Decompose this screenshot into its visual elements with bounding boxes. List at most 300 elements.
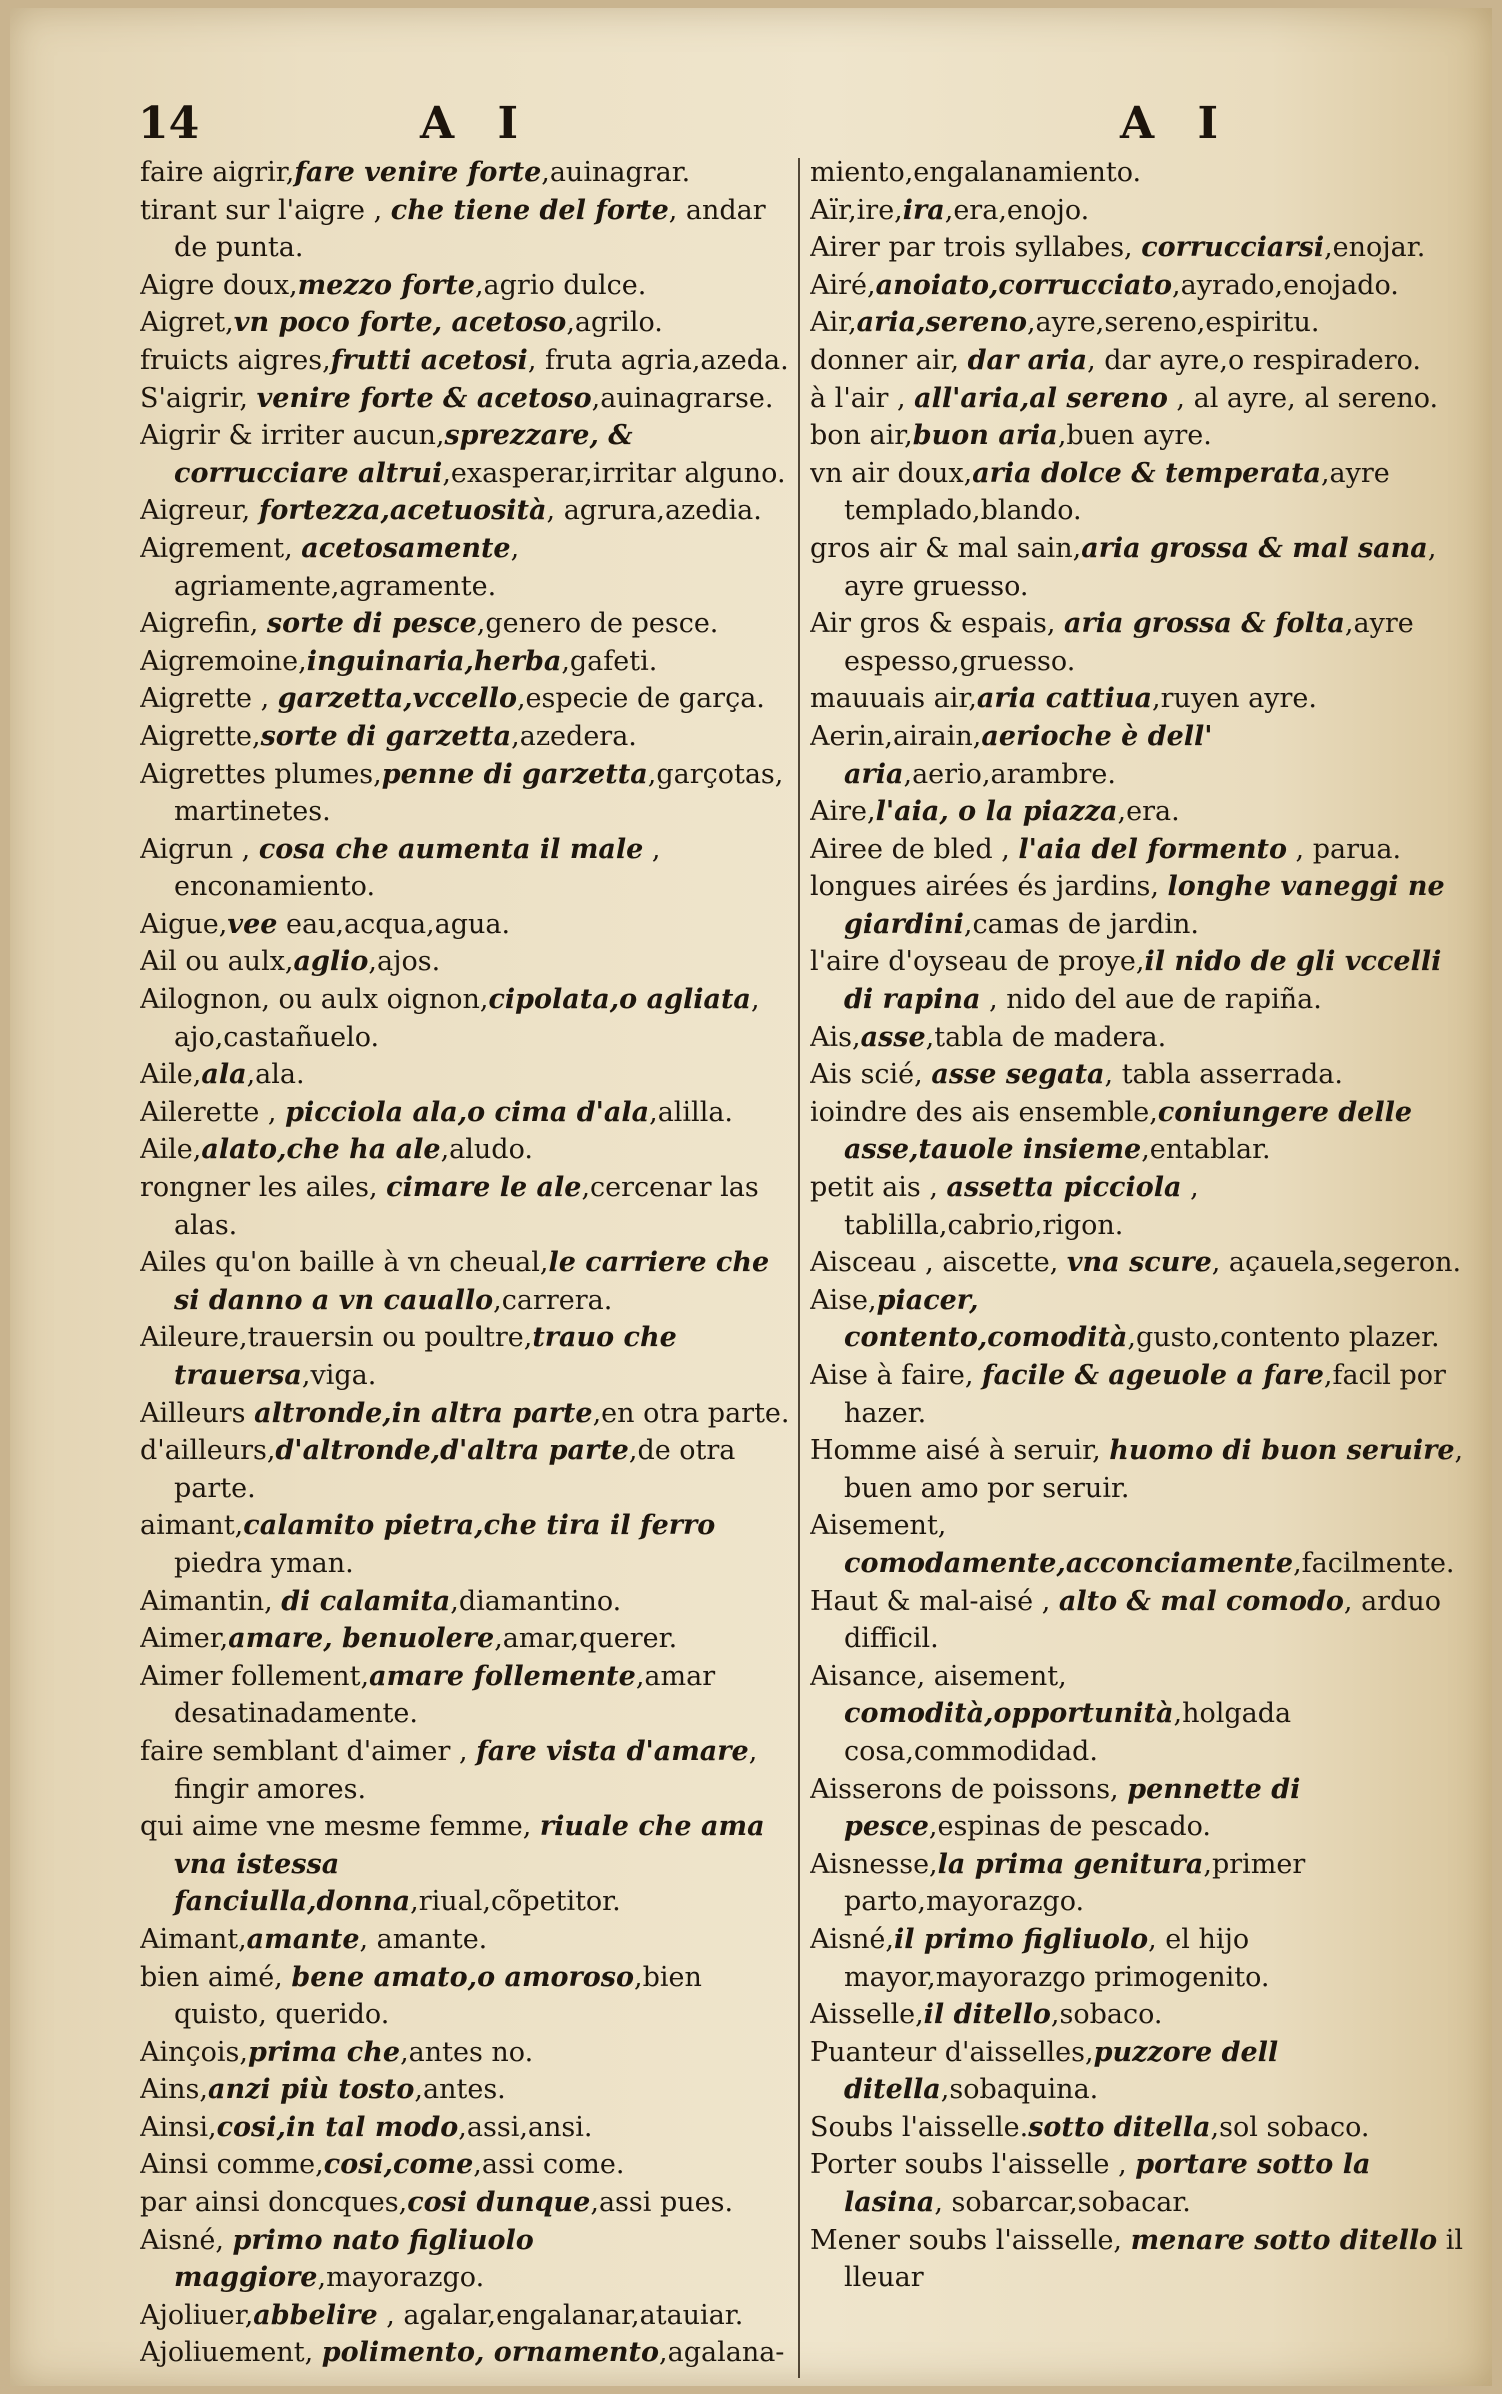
spanish-term: ,sol sobaco.	[1210, 2111, 1370, 2143]
spanish-term: ,viga.	[301, 1360, 377, 1391]
italian-term: il primo figliuolo	[893, 1923, 1149, 1955]
french-term: Aisselle,	[810, 1999, 924, 2031]
dictionary-entry	[140, 1959, 792, 2034]
dictionary-entry	[810, 718, 1470, 793]
italian-term: comodità,opportunità	[844, 1698, 1174, 1730]
french-term: Air,	[810, 307, 857, 339]
italian-term: ala	[201, 1059, 247, 1091]
french-term: Aileure,trauersin ou poultre,	[140, 1322, 533, 1354]
french-term: d'ailleurs,	[140, 1435, 276, 1467]
french-term: Ainsi comme,	[140, 2149, 324, 2181]
running-head-left: A I	[420, 98, 533, 149]
french-term: Porter soubs l'aisselle ,	[810, 2149, 1136, 2181]
dictionary-entry	[140, 1395, 792, 1433]
italian-term: mezzo forte	[297, 269, 475, 301]
italian-term: il nido de gli vccelli di rapina	[844, 946, 1442, 1016]
italian-term: buon aria	[912, 420, 1058, 452]
spanish-term: ,buen ayre.	[1057, 420, 1212, 452]
italian-term: huomo di buon seruire	[1109, 1435, 1455, 1467]
french-term: S'aigrir,	[140, 382, 257, 414]
french-term: Aisné,	[140, 2224, 233, 2256]
spanish-term: ,antes.	[414, 2074, 506, 2106]
french-term: Airee de bled ,	[810, 833, 1019, 865]
french-term: par ainsi doncques,	[140, 2187, 408, 2219]
spanish-term: ,ayre,sereno,espiritu.	[1026, 307, 1320, 339]
dictionary-entry	[810, 943, 1470, 1018]
spanish-term: ,auinagrarse.	[591, 382, 774, 414]
french-term: Homme aisé à seruir,	[810, 1435, 1110, 1467]
dictionary-entry	[810, 1056, 1470, 1094]
dictionary-entry	[140, 1733, 792, 1808]
dictionary-entry	[810, 1019, 1470, 1057]
italian-term: aria cattiua	[976, 683, 1153, 715]
italian-term: primo nato figliuolo maggiore	[174, 2224, 534, 2294]
french-term: ioindre des ais ensemble,	[810, 1096, 1158, 1128]
italian-term: cosi,in tal modo	[216, 2111, 459, 2143]
spanish-term: ,agrilo.	[566, 307, 663, 339]
dictionary-entry	[140, 1620, 792, 1658]
dictionary-entry	[140, 1921, 792, 1959]
dictionary-entry	[140, 380, 792, 418]
french-term: Aerin,airain,	[810, 720, 982, 752]
french-term: Ailerette ,	[140, 1096, 286, 1128]
spanish-term: ,auinagrar.	[541, 157, 691, 188]
italian-term: d'altronde,d'altra parte	[275, 1435, 629, 1467]
spanish-term: ,exasperar,irritar alguno.	[442, 457, 786, 489]
book-page	[10, 8, 1492, 2386]
italian-term: che tiene del forte	[390, 194, 669, 226]
page-number: 14	[138, 98, 200, 149]
dictionary-entry	[810, 1282, 1470, 1357]
dictionary-entry	[140, 1094, 792, 1132]
spanish-term: ,ayre templado,blando.	[844, 457, 1390, 527]
spanish-term: , el hijo mayor,mayorazgo primogenito.	[844, 1923, 1270, 1993]
dictionary-entry	[810, 455, 1470, 530]
spanish-term: , açauela,segeron.	[1211, 1247, 1462, 1279]
french-term: donner air,	[810, 344, 968, 376]
french-term: Aise,	[810, 1284, 877, 1316]
italian-term: fare vista d'amare	[476, 1735, 749, 1767]
dictionary-entry	[810, 831, 1470, 869]
italian-term: cosi,come	[323, 2149, 474, 2181]
french-term: bien aimé,	[140, 1961, 292, 1993]
french-term: Aigrettes plumes,	[140, 758, 382, 790]
spanish-term: ,antes no.	[400, 2036, 534, 2068]
running-head-right: A I	[1120, 98, 1233, 149]
dictionary-entry	[810, 1996, 1470, 2034]
dictionary-entry	[810, 1244, 1470, 1282]
french-term: Aigrefin,	[140, 608, 267, 640]
italian-term: penne di garzetta	[381, 758, 648, 790]
italian-term: alto & mal comodo	[1058, 1585, 1344, 1617]
french-term: faire aigrir,	[140, 157, 295, 188]
italian-term: aerioche è dell' aria	[844, 720, 1213, 790]
french-term: petit ais ,	[810, 1172, 947, 1204]
dictionary-entry	[140, 2222, 792, 2297]
french-term: Ail ou aulx,	[140, 946, 294, 978]
french-term: Aile,	[140, 1059, 202, 1091]
spanish-term: ,espinas de pescado.	[928, 1811, 1211, 1843]
italian-term: di calamita	[281, 1585, 451, 1617]
french-term: longues airées és jardins,	[810, 871, 1168, 903]
dictionary-entry	[140, 304, 792, 342]
dictionary-entry	[810, 605, 1470, 680]
spanish-term: ,gusto,contento plazer.	[1127, 1322, 1440, 1354]
italian-term: vee	[227, 908, 278, 940]
italian-term: picciola ala,o cima d'ala	[285, 1096, 650, 1128]
italian-term: facile & ageuole a fare	[982, 1360, 1324, 1391]
french-term: Aire,	[810, 796, 876, 828]
dictionary-entry	[140, 154, 792, 192]
dictionary-entry	[140, 1658, 792, 1733]
dictionary-entry	[140, 605, 792, 643]
dictionary-entry	[140, 643, 792, 681]
french-term: miento,engalanamiento.	[810, 157, 1142, 188]
italian-term: comodamente,acconciamente	[844, 1547, 1294, 1579]
italian-term: l'aia, o la piazza	[875, 796, 1118, 828]
spanish-term: ,riual,cõpetitor.	[410, 1886, 621, 1918]
italian-term: cosi dunque	[407, 2187, 591, 2219]
spanish-term: , tabla asserrada.	[1104, 1059, 1343, 1091]
dictionary-entry	[140, 492, 792, 530]
spanish-term: ,bien quisto, querido.	[174, 1961, 702, 2031]
dictionary-entry	[140, 1583, 792, 1621]
italian-term: sorte di garzetta	[260, 720, 512, 752]
spanish-term: ,especie de garça.	[516, 683, 765, 715]
spanish-term: ,amar desatinadamente.	[174, 1660, 716, 1730]
dictionary-entry	[140, 906, 792, 944]
spanish-term: ,alilla.	[649, 1096, 734, 1128]
spanish-term: ,ajos.	[368, 946, 441, 978]
french-term: rongner les ailes,	[140, 1172, 387, 1204]
italian-term: riuale che ama vna istessa fanciulla,donna	[174, 1811, 765, 1918]
dictionary-entry	[140, 680, 792, 718]
spanish-term: ,assi come.	[473, 2149, 625, 2181]
french-term: Aimantin,	[140, 1585, 282, 1617]
dictionary-entry	[810, 304, 1470, 342]
left-column	[140, 154, 792, 2384]
spanish-term: ,cercenar las alas.	[174, 1172, 759, 1241]
french-term: Ajoliuement,	[140, 2337, 322, 2369]
french-term: Ais,	[810, 1021, 861, 1053]
spanish-term: ,ayrado,enojado.	[1172, 269, 1399, 301]
spanish-term: ,facilmente.	[1293, 1547, 1455, 1579]
spanish-term: , fruta agria,azeda.	[527, 344, 789, 376]
italian-term: acetosamente	[301, 532, 511, 564]
dictionary-entry	[140, 2184, 792, 2222]
spanish-term: ,assi,ansi.	[458, 2111, 593, 2143]
dictionary-entry	[810, 192, 1470, 230]
dictionary-entry	[140, 2146, 792, 2184]
spanish-term: ,ruyen ayre.	[1152, 683, 1317, 715]
spanish-term: eau,acqua,agua.	[277, 908, 511, 940]
spanish-term: piedra yman.	[174, 1547, 354, 1579]
spanish-term: ,sobaquina.	[940, 2074, 1099, 2106]
french-term: Aigret,	[140, 307, 234, 339]
spanish-term: ,holgada cosa,commodidad.	[844, 1698, 1292, 1767]
italian-term: alato,che ha ale	[201, 1134, 441, 1166]
dictionary-entry	[810, 1771, 1470, 1846]
spanish-term: ,en otra parte.	[592, 1397, 790, 1429]
spanish-term: , ayre gruesso.	[844, 532, 1437, 602]
spanish-term: , nido del aue de rapiña.	[980, 984, 1322, 1016]
italian-term: cosa che aumenta il male	[258, 833, 644, 865]
spanish-term: ,camas de jardin.	[963, 908, 1199, 940]
dictionary-entry	[140, 2071, 792, 2109]
french-term: Ains,	[140, 2074, 208, 2106]
spanish-term: ,genero de pesce.	[476, 608, 719, 640]
dictionary-entry	[140, 943, 792, 981]
dictionary-entry	[140, 192, 792, 267]
dictionary-entry	[140, 267, 792, 305]
spanish-term: ,garçotas, martinetes.	[174, 758, 784, 828]
spanish-term: , agrura,azedia.	[546, 495, 762, 527]
french-term: Haut & mal-aisé ,	[810, 1585, 1059, 1617]
french-term: Airer par trois syllabes,	[810, 232, 1142, 264]
dictionary-entry	[810, 1921, 1470, 1996]
dictionary-entry	[810, 1846, 1470, 1921]
italian-term: frutti acetosi	[330, 344, 528, 376]
french-term: Aise à faire,	[810, 1360, 983, 1391]
italian-term: garzetta,vccello	[277, 683, 517, 715]
french-term: Aimer follement,	[140, 1660, 370, 1692]
italian-term: trauo che trauersa	[174, 1322, 677, 1391]
dictionary-entry	[140, 1244, 792, 1319]
french-term: Soubs l'aisselle.	[810, 2111, 1029, 2143]
italian-term: l'aia del formento	[1018, 833, 1287, 865]
dictionary-entry	[140, 2109, 792, 2147]
french-term: Aisance, aisement,	[810, 1660, 1067, 1692]
spanish-term: ,facil por hazer.	[844, 1360, 1446, 1429]
italian-term: cimare le ale	[386, 1172, 582, 1204]
dictionary-entry	[140, 831, 792, 906]
spanish-term: ,aludo.	[440, 1134, 533, 1166]
french-term: tirant sur l'aigre ,	[140, 194, 391, 226]
right-column	[810, 154, 1470, 2384]
spanish-term: , ajo,castañuelo.	[174, 984, 760, 1053]
spanish-term: ,entablar.	[1141, 1134, 1271, 1166]
french-term: Aisné,	[810, 1923, 894, 1955]
dictionary-entry	[810, 380, 1470, 418]
italian-term: sorte di pesce	[266, 608, 477, 640]
french-term: Aigrette ,	[140, 683, 278, 715]
dictionary-entry	[140, 2034, 792, 2072]
italian-term: venire forte & acetoso	[256, 382, 592, 414]
dictionary-entry	[140, 1319, 792, 1394]
dictionary-entry	[140, 718, 792, 756]
french-term: Aigrement,	[140, 532, 302, 564]
dictionary-entry	[140, 756, 792, 831]
italian-term: sprezzare, & corrucciare altrui	[174, 420, 633, 489]
italian-term: portare sotto la lasina	[844, 2149, 1371, 2219]
french-term: Mener soubs l'aisselle,	[810, 2224, 1131, 2256]
dictionary-entry	[140, 1056, 792, 1094]
italian-term: aria dolce & temperata	[972, 457, 1321, 489]
page-header	[10, 98, 1492, 158]
italian-term: amare follemente	[369, 1660, 636, 1692]
dictionary-entry	[140, 1808, 792, 1921]
italian-term: piacer, contento,comodità	[844, 1284, 1128, 1354]
italian-term: la prima genitura	[937, 1848, 1204, 1880]
spanish-term: , amante.	[359, 1923, 488, 1955]
spanish-term: ,enojar.	[1324, 232, 1426, 264]
dictionary-entry	[140, 417, 792, 492]
french-term: Ainsi,	[140, 2111, 217, 2143]
dictionary-entry	[810, 868, 1470, 943]
spanish-term: , enconamiento.	[174, 833, 661, 903]
french-term: Aïr,ire,	[810, 194, 903, 226]
spanish-term: , agriamente,agramente.	[174, 532, 520, 602]
dictionary-entry	[810, 2034, 1470, 2109]
spanish-term: ,assi pues.	[590, 2187, 734, 2219]
french-term: bon air,	[810, 420, 913, 452]
spanish-term: ,ayre espesso,gruesso.	[844, 608, 1414, 677]
italian-term: inguinaria,herba	[306, 645, 562, 677]
dictionary-entry	[140, 342, 792, 380]
spanish-term: ,azedera.	[511, 720, 637, 752]
italian-term: puzzore dell ditella	[844, 2036, 1279, 2106]
dictionary-entry	[140, 2334, 792, 2372]
italian-term: calamito pietra,che tira il ferro	[243, 1510, 716, 1542]
dictionary-entry	[140, 1169, 792, 1244]
italian-term: ira	[902, 194, 945, 226]
dictionary-entry	[810, 680, 1470, 718]
french-term: Aisnesse,	[810, 1848, 938, 1880]
spanish-term: ,agalana-	[659, 2337, 785, 2369]
italian-term: fortezza,acetuosità	[258, 495, 547, 527]
french-term: fruicts aigres,	[140, 344, 331, 376]
spanish-term: ,agrio dulce.	[474, 269, 647, 301]
french-term: Ailognon, ou aulx oignon,	[140, 984, 489, 1016]
italian-term: coniungere delle asse,tauole insieme	[844, 1096, 1413, 1166]
dictionary-entry	[140, 530, 792, 605]
italian-term: aglio	[293, 946, 369, 978]
french-term: mauuais air,	[810, 683, 977, 715]
italian-term: assetta picciola	[946, 1172, 1182, 1204]
italian-term: le carriere che si danno a vn cauallo	[174, 1247, 770, 1316]
italian-term: all'aria,al sereno	[914, 382, 1168, 414]
column-divider	[798, 158, 800, 2378]
italian-term: altronde,in altra parte	[254, 1397, 593, 1429]
dictionary-entry	[810, 267, 1470, 305]
dictionary-entry	[810, 342, 1470, 380]
french-term: vn air doux,	[810, 457, 973, 489]
italian-term: pennette di pesce	[844, 1773, 1301, 1843]
french-term: Aigreur,	[140, 495, 259, 527]
italian-term: asse	[860, 1021, 926, 1053]
dictionary-entry	[810, 2222, 1470, 2297]
french-term: Aigremoine,	[140, 645, 307, 677]
french-term: Aisserons de poissons,	[810, 1773, 1128, 1805]
spanish-term: ,amar,querer.	[494, 1623, 678, 1655]
dictionary-entry	[140, 1432, 792, 1507]
french-term: Aimer,	[140, 1623, 229, 1655]
italian-term: aria grossa & folta	[1064, 608, 1345, 640]
spanish-term: ,gafeti.	[561, 645, 658, 677]
spanish-term: ,carrera.	[493, 1284, 613, 1316]
italian-term: anzi più tosto	[207, 2074, 415, 2106]
dictionary-entry	[810, 1583, 1470, 1658]
french-term: faire semblant d'aimer ,	[140, 1735, 477, 1767]
dictionary-entry	[140, 2297, 792, 2335]
french-term: gros air & mal sain,	[810, 532, 1082, 564]
italian-term: aria,sereno	[856, 307, 1027, 339]
french-term: Ailes qu'on baille à vn cheual,	[140, 1247, 549, 1279]
french-term: aimant,	[140, 1510, 244, 1542]
dictionary-entry	[810, 2109, 1470, 2147]
french-term: l'aire d'oyseau de proye,	[810, 946, 1145, 978]
spanish-term: ,diamantino.	[450, 1585, 622, 1617]
spanish-term: ,aerio,arambre.	[903, 758, 1116, 790]
spanish-term: ,sobaco.	[1050, 1999, 1163, 2031]
italian-term: amante	[246, 1923, 360, 1955]
dictionary-entry	[140, 1131, 792, 1169]
french-term: Aisceau , aiscette,	[810, 1247, 1067, 1279]
french-term: à l'air ,	[810, 382, 915, 414]
dictionary-entry	[810, 1432, 1470, 1507]
dictionary-entry	[140, 981, 792, 1056]
dictionary-entry	[810, 417, 1470, 455]
french-term: Ainçois,	[140, 2036, 248, 2068]
spanish-term: , dar ayre,o respiradero.	[1087, 344, 1421, 376]
french-term: Aigrette,	[140, 720, 261, 752]
dictionary-entry	[810, 2146, 1470, 2221]
italian-term: sotto ditella	[1028, 2111, 1211, 2143]
french-term: Aigrir & irriter aucun,	[140, 420, 445, 452]
spanish-term: , sobarcar,sobacar.	[934, 2187, 1191, 2219]
italian-term: fare venire forte	[294, 157, 542, 188]
dictionary-entry	[810, 229, 1470, 267]
dictionary-entry	[810, 1658, 1470, 1771]
french-term: Aile,	[140, 1134, 202, 1166]
dictionary-entry	[810, 154, 1470, 192]
dictionary-entry	[810, 530, 1470, 605]
dictionary-entry	[810, 793, 1470, 831]
spanish-term: , arduo difficil.	[844, 1585, 1442, 1655]
italian-term: anoiato,corrucciato	[875, 269, 1173, 301]
spanish-term: ,era.	[1117, 796, 1180, 828]
french-term: Ais scié,	[810, 1059, 932, 1091]
dictionary-entry	[140, 1507, 792, 1582]
spanish-term: ,primer parto,mayorazgo.	[844, 1848, 1306, 1918]
italian-term: amare, benuolere	[228, 1623, 495, 1655]
french-term: Ailleurs	[140, 1397, 255, 1429]
italian-term: prima che	[247, 2036, 401, 2068]
italian-term: corrucciarsi	[1141, 232, 1325, 264]
italian-term: polimento, ornamento	[321, 2337, 660, 2369]
italian-term: dar aria	[967, 344, 1088, 376]
spanish-term: , al ayre, al sereno.	[1167, 382, 1439, 414]
spanish-term: , parua.	[1286, 833, 1402, 865]
spanish-term: ,era,enojo.	[944, 194, 1090, 226]
italian-term: longhe vaneggi ne giardini	[844, 871, 1445, 940]
italian-term: vn poco forte, acetoso	[233, 307, 567, 339]
spanish-term: ,ala.	[246, 1059, 305, 1091]
dictionary-entry	[810, 1169, 1470, 1244]
spanish-term: ,tabla de madera.	[925, 1021, 1167, 1053]
spanish-term: , andar de punta.	[174, 194, 766, 264]
spanish-term: , fingir amores.	[174, 1735, 758, 1805]
french-term: Aigrun ,	[140, 833, 259, 865]
italian-term: vna scure	[1066, 1247, 1212, 1279]
italian-term: menare sotto ditello	[1130, 2224, 1438, 2256]
french-term: qui aime vne mesme femme,	[140, 1811, 540, 1843]
spanish-term: , buen amo por seruir.	[844, 1435, 1464, 1504]
spanish-term: il lleuar	[844, 2224, 1464, 2294]
italian-term: asse segata	[931, 1059, 1105, 1091]
dictionary-entry	[810, 1094, 1470, 1169]
spanish-term: , agalar,engalanar,atauiar.	[377, 2299, 744, 2331]
